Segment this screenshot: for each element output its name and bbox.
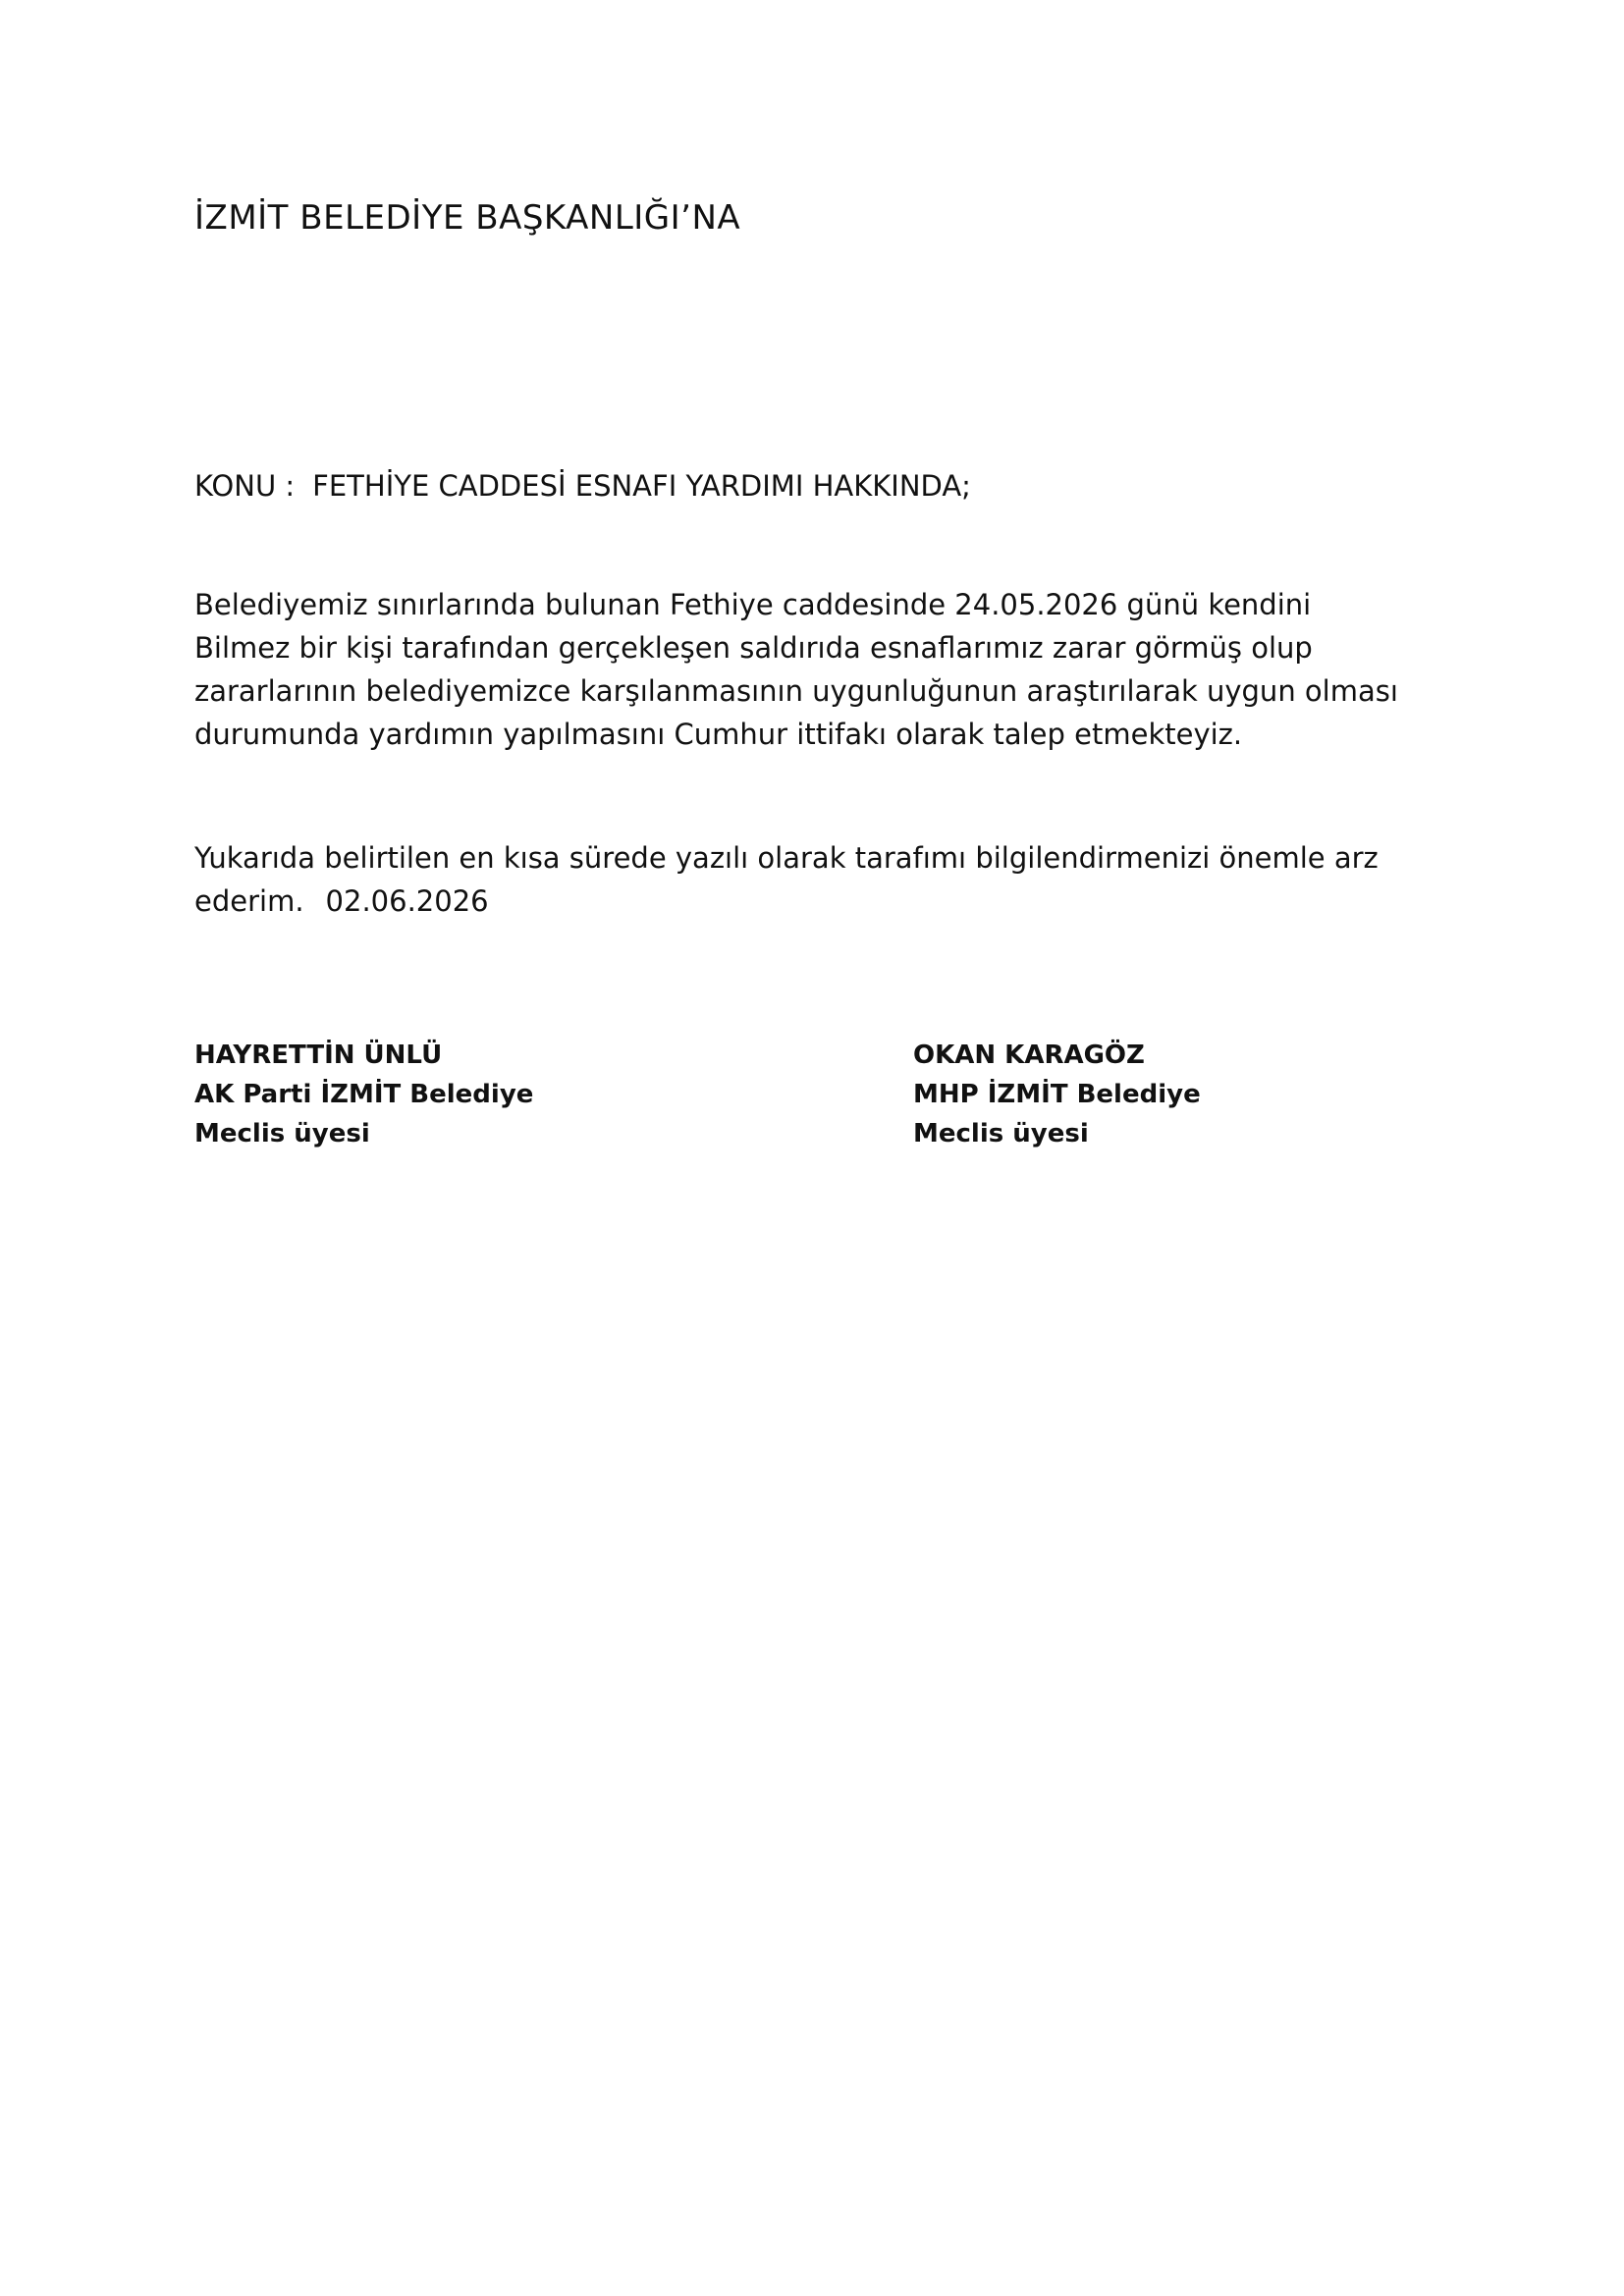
document-date: 02.06.2026: [325, 884, 489, 918]
signatory-party: MHP İZMİT Belediye: [913, 1080, 1201, 1109]
subject-line: [194, 469, 971, 503]
subject-label: KONU :: [194, 469, 296, 503]
signatory-role: Meclis üyesi: [913, 1119, 1089, 1148]
body-line: Belediyemiz sınırlarında bulunan Fethiye caddesinde 24.05.2026 günü kendini: [194, 588, 1312, 621]
body-line: durumunda yardımın yapılmasını Cumhur ittifakı olarak talep etmekteyiz.: [194, 718, 1243, 751]
signatory-role: Meclis üyesi: [194, 1119, 370, 1148]
body-paragraph: [194, 583, 1398, 756]
closing-text: ederim.: [194, 884, 304, 918]
closing-line: Yukarıda belirtilen en kısa sürede yazılı olarak tarafımı bilgilendirmenizi önemle arz: [194, 841, 1379, 875]
signature-block-left: [194, 1036, 533, 1153]
body-line: zararlarının belediyemizce karşılanmasının uygunluğunun araştırılarak uygun olması: [194, 674, 1398, 708]
signatory-name: HAYRETTİN ÜNLÜ: [194, 1041, 443, 1070]
signature-block-right: [913, 1036, 1201, 1153]
subject-text: FETHİYE CADDESİ ESNAFI YARDIMI HAKKINDA;: [312, 469, 971, 503]
closing-paragraph: [194, 836, 1432, 923]
body-line: Bilmez bir kişi tarafından gerçekleşen saldırıda esnaflarımız zarar görmüş olup: [194, 631, 1313, 665]
closing-line-2: [194, 880, 1432, 923]
addressee-heading: İZMİT BELEDİYE BAŞKANLIĞI’NA: [194, 198, 741, 238]
signatory-name: OKAN KARAGÖZ: [913, 1041, 1145, 1070]
signatory-party: AK Parti İZMİT Belediye: [194, 1080, 534, 1109]
